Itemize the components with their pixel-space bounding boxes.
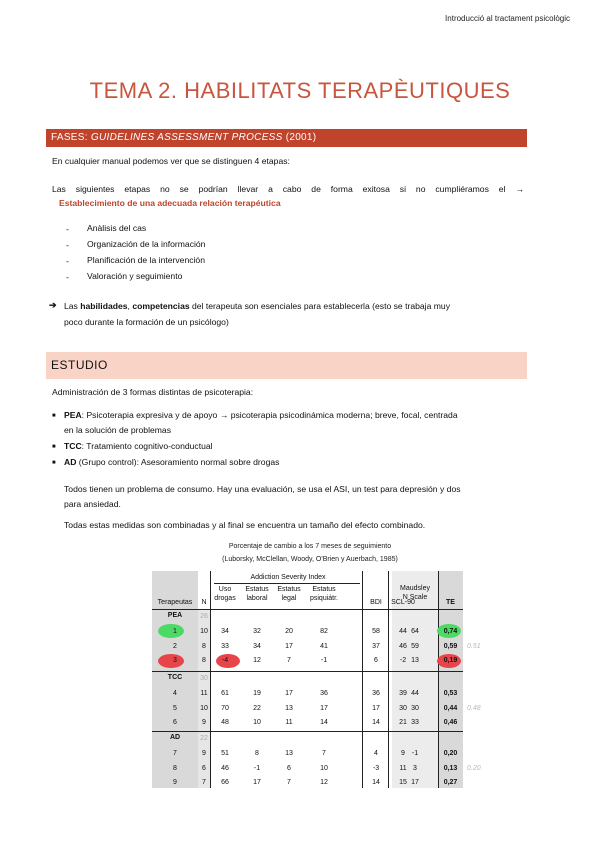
table-cell: 17 (320, 704, 328, 712)
column-header: Estatus (312, 586, 336, 593)
table-cell: 4 (374, 750, 378, 757)
table-cell: 6 (374, 657, 378, 664)
text-run: (Grupo control): Asesoramiento normal sobre drogas (76, 457, 280, 467)
table-cell: 7 (322, 750, 326, 757)
table-cell: 9 (202, 750, 206, 757)
table-cell: 9 (173, 779, 177, 786)
section-heading-suffix: (2001) (282, 132, 317, 143)
table-cell: 8 (202, 657, 206, 664)
table-cell: 46 (221, 764, 229, 772)
table-cell: -3 (372, 764, 380, 772)
column-header: laboral (246, 595, 268, 602)
asi-header: Addiction Severity Index (250, 574, 326, 581)
table-cell: 34 (253, 642, 261, 650)
paragraph: para ansiedad. (64, 499, 121, 509)
table-cell: 44 (399, 628, 407, 635)
highlight-text: Establecimiento de una adecuada relación terapéutica (59, 198, 281, 208)
table-cell: 0,74 (443, 628, 458, 635)
table-cell: 21 (399, 719, 407, 726)
bullet-icon: ■ (52, 460, 56, 466)
table-cell: 3 (173, 657, 177, 664)
table-cell: 19 (253, 690, 261, 697)
table-cell: 8 (173, 764, 177, 772)
table-cell: -1 (320, 657, 328, 664)
table-cell: 6 (173, 719, 177, 726)
table-cell: 37 (372, 642, 380, 650)
table-cell: 82 (320, 628, 328, 635)
text-run: , (127, 301, 133, 311)
running-header: Introducció al tractament psicològic (445, 14, 570, 23)
table-cell: 0,59 (443, 642, 458, 650)
table-cell: 10 (253, 719, 261, 726)
text-run: del terapeuta son esenciales para establecerla (esto se trabaja muy (189, 301, 450, 311)
table-cell: 64 (411, 628, 419, 635)
rule (152, 671, 463, 672)
shaded-column (198, 610, 210, 788)
column-header: N (201, 599, 207, 606)
table-cell: 8 (202, 642, 206, 650)
table-cell: 4 (173, 690, 177, 697)
table-cell: 34 (221, 628, 229, 635)
group-label: AD (169, 734, 181, 741)
table-cell: 46 (399, 642, 407, 650)
paragraph: Todas estas medidas son combinadas y al final se encuentra un tamaño del efecto combinado. (64, 520, 426, 530)
table-cell: 5 (173, 704, 177, 712)
page-title: TEMA 2. HABILITATS TERAPÈUTIQUES (89, 78, 511, 103)
table-cell: 14 (320, 719, 328, 726)
table-cell: 36 (320, 690, 328, 697)
table-cell: 6 (202, 764, 206, 772)
table-cell: 17 (372, 704, 380, 712)
table-cell: 9 (401, 750, 405, 757)
table-cell: 0,20 (443, 750, 458, 757)
table-cell: 20 (285, 628, 293, 635)
table-cell: 22 (253, 704, 261, 712)
table-cell: 0,19 (443, 657, 458, 664)
table-cell: 61 (221, 690, 229, 697)
table-cell: 7 (287, 779, 291, 786)
table-cell: 14 (372, 779, 380, 786)
table-cell: 11 (285, 719, 293, 726)
table-cell: 14 (372, 719, 380, 726)
table-cell: 0,27 (443, 779, 458, 786)
paragraph: poco durante la formación de un psicólogo) (64, 317, 229, 327)
table-cell: 48 (221, 719, 229, 726)
table-cell: -2 (399, 657, 407, 664)
group-label: PEA (167, 612, 183, 619)
table-cell: 7 (202, 779, 206, 786)
group-label: TCC (167, 674, 183, 681)
table-cell: 8 (255, 750, 259, 757)
group-total-n: 26 (200, 613, 208, 620)
rule (210, 571, 211, 788)
section-heading-estudio: ESTUDIO (46, 352, 527, 379)
group-total-n: 22 (200, 735, 208, 742)
column-header: Estatus (277, 586, 301, 593)
column-header: Estatus (245, 586, 269, 593)
paragraph: En cualquier manual podemos ver que se distinguen 4 etapas: (52, 156, 290, 166)
column-header: psiquiátr. (309, 595, 339, 602)
table-cell: 51 (221, 750, 229, 757)
section-heading-prefix: FASES: (51, 132, 91, 143)
table-cell: 59 (411, 642, 419, 650)
table-cell: 10 (200, 628, 208, 635)
column-header: TE (446, 599, 455, 606)
column-header: SCL-90 (391, 599, 415, 606)
column-header: legal (281, 595, 297, 602)
text-run: : Psicoterapia expresiva y de apoyo → psicoterapia psicodinámica moderna; breve, focal, centrada (81, 410, 458, 420)
rule (152, 609, 463, 610)
text-run: habilidades (80, 301, 128, 311)
table-cell: 33 (221, 642, 229, 650)
table-cell: 7 (173, 750, 177, 757)
table-cell: 15 (399, 779, 407, 786)
column-header: Maudsley (400, 585, 430, 592)
table-cell: 17 (411, 779, 419, 786)
table-cell: 0,53 (443, 690, 458, 697)
column-header: N Scale (402, 594, 428, 601)
paragraph: Todos tienen un problema de consumo. Hay una evaluación, se usa el ASI, un test para depresión y dos (64, 484, 461, 494)
column-header: Uso (218, 586, 232, 593)
table-cell: 1 (173, 628, 177, 635)
table-cell: 17 (253, 779, 261, 786)
table-cell: 66 (221, 779, 229, 786)
table-cell: -1 (411, 750, 419, 757)
text-run: TCC (64, 441, 82, 451)
text-run: competencias (132, 301, 190, 311)
table-cell: 13 (285, 750, 293, 757)
text-run: AD (64, 457, 77, 467)
group-effect-size: 0.48 (467, 704, 481, 712)
table-cell: 2 (173, 642, 177, 650)
table-cell: 0,44 (443, 704, 458, 712)
table-cell: 32 (253, 628, 261, 635)
table-cell: 13 (285, 704, 293, 712)
rule (214, 583, 360, 584)
table-cell: 0,46 (443, 719, 458, 726)
table-cell: 58 (372, 628, 380, 635)
bullet-icon: ■ (52, 444, 56, 450)
arrow-icon: ➔ (49, 300, 57, 310)
table-cell: 3 (413, 764, 417, 772)
figure-subtitle: (Luborsky, McClellan, Woody, O'Brien y Auerbach, 1985) (222, 556, 398, 563)
table-cell: 12 (320, 779, 328, 786)
table-cell: 0,13 (443, 764, 458, 772)
table-cell: 10 (320, 764, 328, 772)
table-cell: 6 (287, 764, 291, 772)
table-cell: 7 (287, 657, 291, 664)
group-effect-size: 0.20 (467, 764, 481, 772)
table-cell: 41 (320, 642, 328, 650)
paragraph (64, 299, 524, 314)
paragraph: Administración de 3 formas distintas de psicoterapia: (52, 387, 254, 397)
section-heading-italic: GUIDELINES ASSESSMENT PROCESS (90, 132, 283, 143)
table-cell: 30 (411, 704, 419, 712)
table-cell: 33 (411, 719, 419, 726)
table-cell: 11 (399, 764, 407, 772)
table-cell: 11 (200, 690, 208, 697)
bullet-icon: ■ (52, 413, 56, 419)
table-cell: 12 (253, 657, 261, 664)
rule (362, 571, 363, 788)
table-cell: 30 (399, 704, 407, 712)
table-cell: 44 (411, 690, 419, 697)
rule (152, 731, 463, 732)
text-run: PEA (64, 410, 82, 420)
table-cell: 36 (372, 690, 380, 697)
table-cell: 17 (285, 690, 293, 697)
table-cell: 13 (411, 657, 419, 664)
column-header: drogas (214, 595, 236, 602)
group-effect-size: 0.51 (467, 642, 481, 650)
table-cell: -4 (221, 657, 229, 664)
table-cell: 10 (200, 704, 208, 712)
column-header: BDI (370, 599, 382, 606)
paragraph: Las siguientes etapas no se podrían llevar a cabo de forma exitosa si no cumpliéramos el → (52, 184, 524, 194)
text-run: Las (64, 301, 81, 311)
table-cell: 70 (221, 704, 229, 712)
table-cell: -1 (253, 764, 261, 772)
text-run: : Tratamiento cognitivo-conductual (81, 441, 213, 451)
section-heading-fases (46, 129, 527, 147)
table-cell: 9 (202, 719, 206, 726)
figure-title: Porcentaje de cambio a los 7 meses de seguimiento (228, 543, 392, 550)
column-header: Terapeutas (157, 599, 193, 606)
group-total-n: 30 (200, 675, 208, 682)
table-cell: 17 (285, 642, 293, 650)
table-cell: 39 (399, 690, 407, 697)
